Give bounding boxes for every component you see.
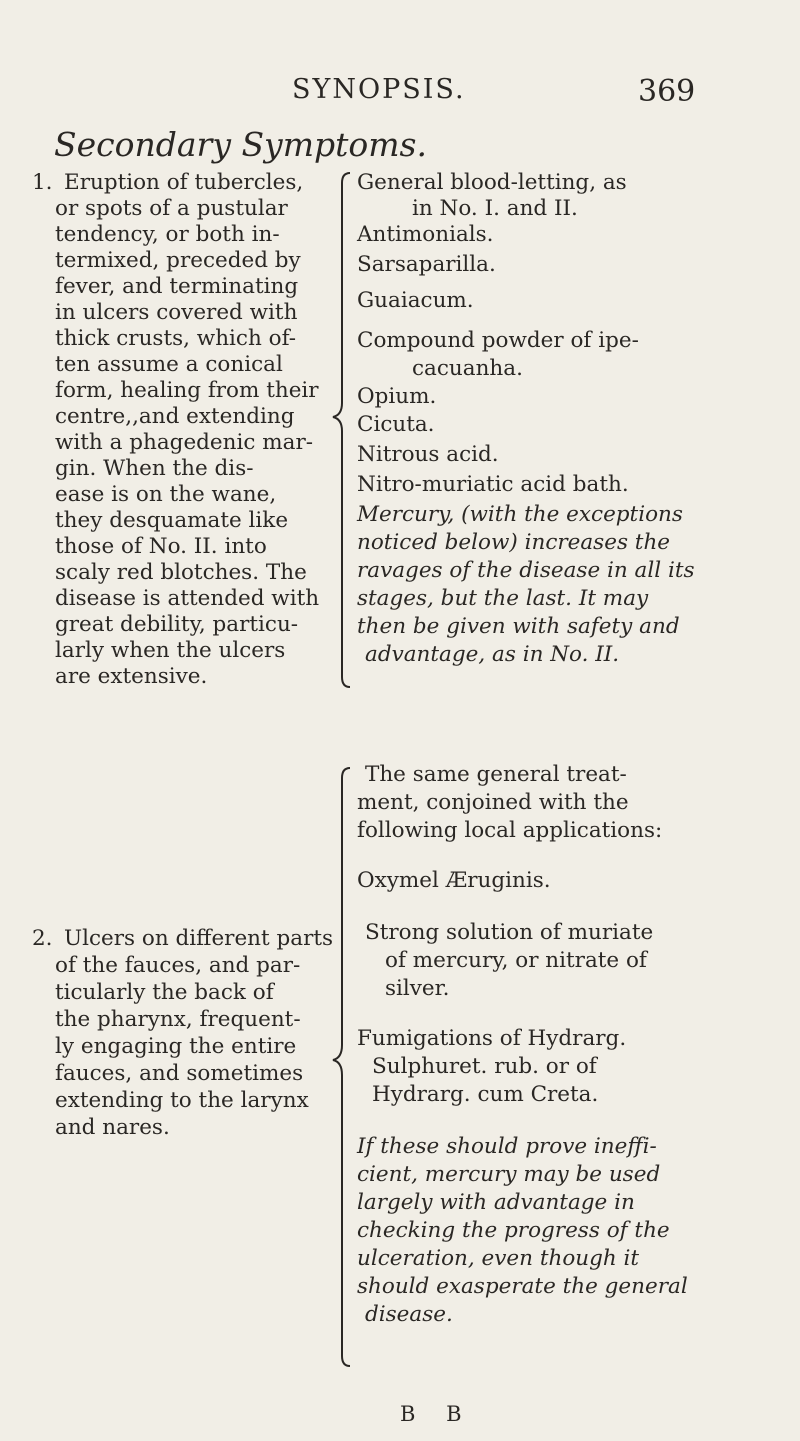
text-line: of mercury, or nitrate of <box>385 948 647 973</box>
text-line: Guaiacum. <box>357 288 474 313</box>
text-line: with a phagedenic mar- <box>55 430 313 455</box>
text-line: silver. <box>385 976 450 1001</box>
text-line: the pharynx, frequent- <box>55 1007 301 1032</box>
text-line: fauces, and sometimes <box>55 1061 304 1086</box>
brace <box>328 760 358 1380</box>
text-line: disease. <box>365 1302 453 1327</box>
text-line: those of No. II. into <box>55 534 267 559</box>
text-line: ten assume a conical <box>55 352 283 377</box>
text-line: Compound powder of ipe- <box>357 328 639 353</box>
text-line: disease is attended with <box>55 586 320 611</box>
text-line: Ulcers on different parts <box>64 926 334 951</box>
text-line: Oxymel Æruginis. <box>357 868 551 893</box>
text-line: should exasperate the general <box>357 1274 688 1299</box>
text-line: in ulcers covered with <box>55 300 298 325</box>
text-line: Nitrous acid. <box>357 442 499 467</box>
text-line: larly when the ulcers <box>55 638 286 663</box>
text-line: cacuanha. <box>412 356 523 381</box>
text-line: Mercury, (with the exceptions <box>357 502 683 527</box>
text-line: checking the progress of the <box>357 1218 670 1243</box>
text-line: Cicuta. <box>357 412 435 437</box>
text-line: ticularly the back of <box>55 980 274 1005</box>
text-line: cient, mercury may be used <box>357 1162 661 1187</box>
text-line: great debility, particu- <box>55 612 299 637</box>
text-line: Opium. <box>357 384 437 409</box>
text-line: stages, but the last. It may <box>357 586 649 611</box>
signature-mark: B B <box>400 1402 474 1426</box>
text-line: If these should prove ineffi- <box>357 1134 657 1159</box>
text-line: Sulphuret. rub. or of <box>372 1054 597 1079</box>
text-line: General blood-letting, as <box>357 170 627 195</box>
text-line: and nares. <box>55 1115 170 1140</box>
text-line: they desquamate like <box>55 508 289 533</box>
section-title: Secondary Symptoms. <box>54 125 427 164</box>
text-line: of the fauces, and par- <box>55 953 301 978</box>
text-line: ease is on the wane, <box>55 482 277 507</box>
text-line: ly engaging the entire <box>55 1034 297 1059</box>
text-line: ravages of the disease in all its <box>357 558 695 583</box>
text-line: ment, conjoined with the <box>357 790 629 815</box>
text-line: Nitro-muriatic acid bath. <box>357 472 629 497</box>
text-line: gin. When the dis- <box>55 456 254 481</box>
text-line: advantage, as in No. II. <box>365 642 620 667</box>
text-line: then be given with safety and <box>357 614 680 639</box>
text-line: following local applications: <box>357 818 663 843</box>
text-line: fever, and terminating <box>55 274 299 299</box>
page-number: 369 <box>638 74 696 109</box>
text-line: tendency, or both in- <box>55 222 280 247</box>
text-line: Fumigations of Hydrarg. <box>357 1026 627 1051</box>
text-line: scaly red blotches. The <box>55 560 307 585</box>
text-line: Hydrarg. cum Creta. <box>372 1082 599 1107</box>
text-line: extending to the larynx <box>55 1088 309 1113</box>
entry-number: 2. <box>32 926 53 951</box>
text-line: form, healing from their <box>55 378 319 403</box>
entry-number: 1. <box>32 170 53 195</box>
text-line: thick crusts, which of- <box>55 326 297 351</box>
text-line: Antimonials. <box>357 222 494 247</box>
text-line: ulceration, even though it <box>357 1246 640 1271</box>
text-line: The same general treat- <box>365 762 627 787</box>
brace <box>328 165 358 695</box>
text-line: termixed, preceded by <box>55 248 301 273</box>
text-line: or spots of a pustular <box>55 196 288 221</box>
text-line: Sarsaparilla. <box>357 252 496 277</box>
text-line: Strong solution of muriate <box>365 920 654 945</box>
running-head: SYNOPSIS. <box>292 74 466 105</box>
text-line: centre,,and extending <box>55 404 295 429</box>
text-line: Eruption of tubercles, <box>64 170 304 195</box>
text-line: in No. I. and II. <box>412 196 578 221</box>
text-line: largely with advantage in <box>357 1190 635 1215</box>
text-line: noticed below) increases the <box>357 530 671 555</box>
text-line: are extensive. <box>55 664 208 689</box>
